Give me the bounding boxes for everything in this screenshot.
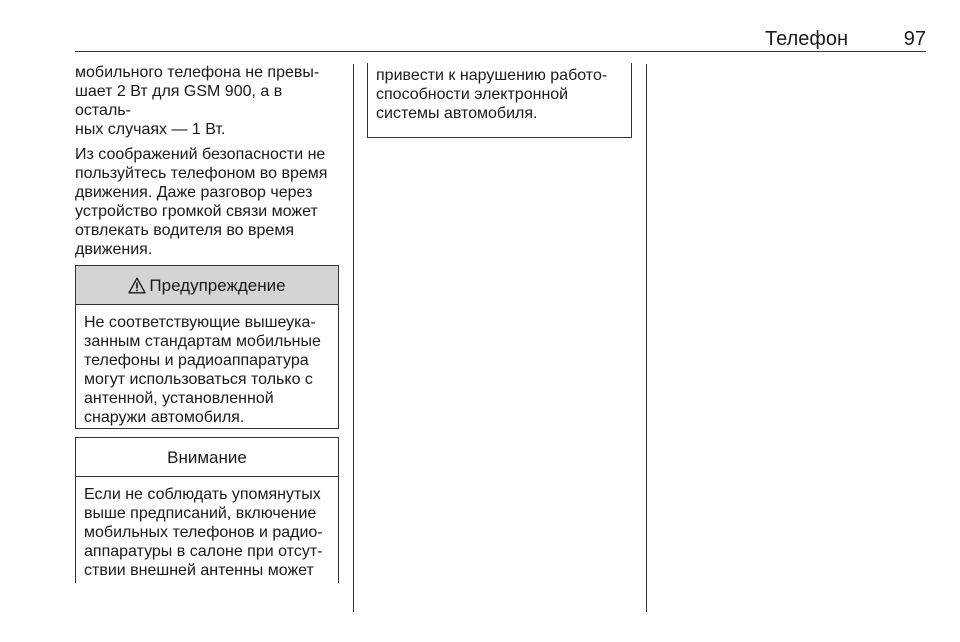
section-title: Телефон	[765, 28, 848, 50]
caution-box-text: Если не соблюдать упомянутых выше предписаний, включение мобильных телефонов и радио- аппаратуры в салоне при отсут- ствии внешней антенны может	[84, 486, 323, 579]
caution-box	[75, 437, 339, 583]
column-1	[75, 63, 340, 583]
warning-triangle-icon	[128, 277, 146, 294]
warning-box	[75, 265, 339, 429]
warning-box-header	[76, 266, 338, 305]
page-header	[75, 28, 926, 50]
column-divider-2	[646, 64, 647, 612]
caution-box-continued-text: привести к нарушению работо- способности электронной системы автомобиля.	[376, 67, 608, 122]
warning-box-title: Предупреждение	[149, 275, 286, 295]
body-paragraph-2: Из соображений безопасности не пользуйтесь телефоном во время движения. Даже разговор через устройство громкой связи может отвлекать водителя во время движения.	[75, 146, 328, 258]
caution-box-continued	[367, 63, 632, 138]
page-number: 97	[903, 28, 926, 50]
body-paragraph-1: мобильного телефона не превы- шает 2 Вт для GSM 900, а в осталь- ных случаях — 1 Вт.	[75, 64, 320, 138]
caution-box-header	[76, 438, 338, 477]
warning-box-text: Не соответствующие вышеука- занным стандартам мобильные телефоны и радиоаппаратура могут использоваться только с антенной, установленной снаружи автомобиля.	[84, 314, 321, 426]
header-rule	[75, 51, 926, 52]
caution-box-title: Внимание	[167, 447, 247, 467]
column-divider-1	[353, 64, 354, 612]
